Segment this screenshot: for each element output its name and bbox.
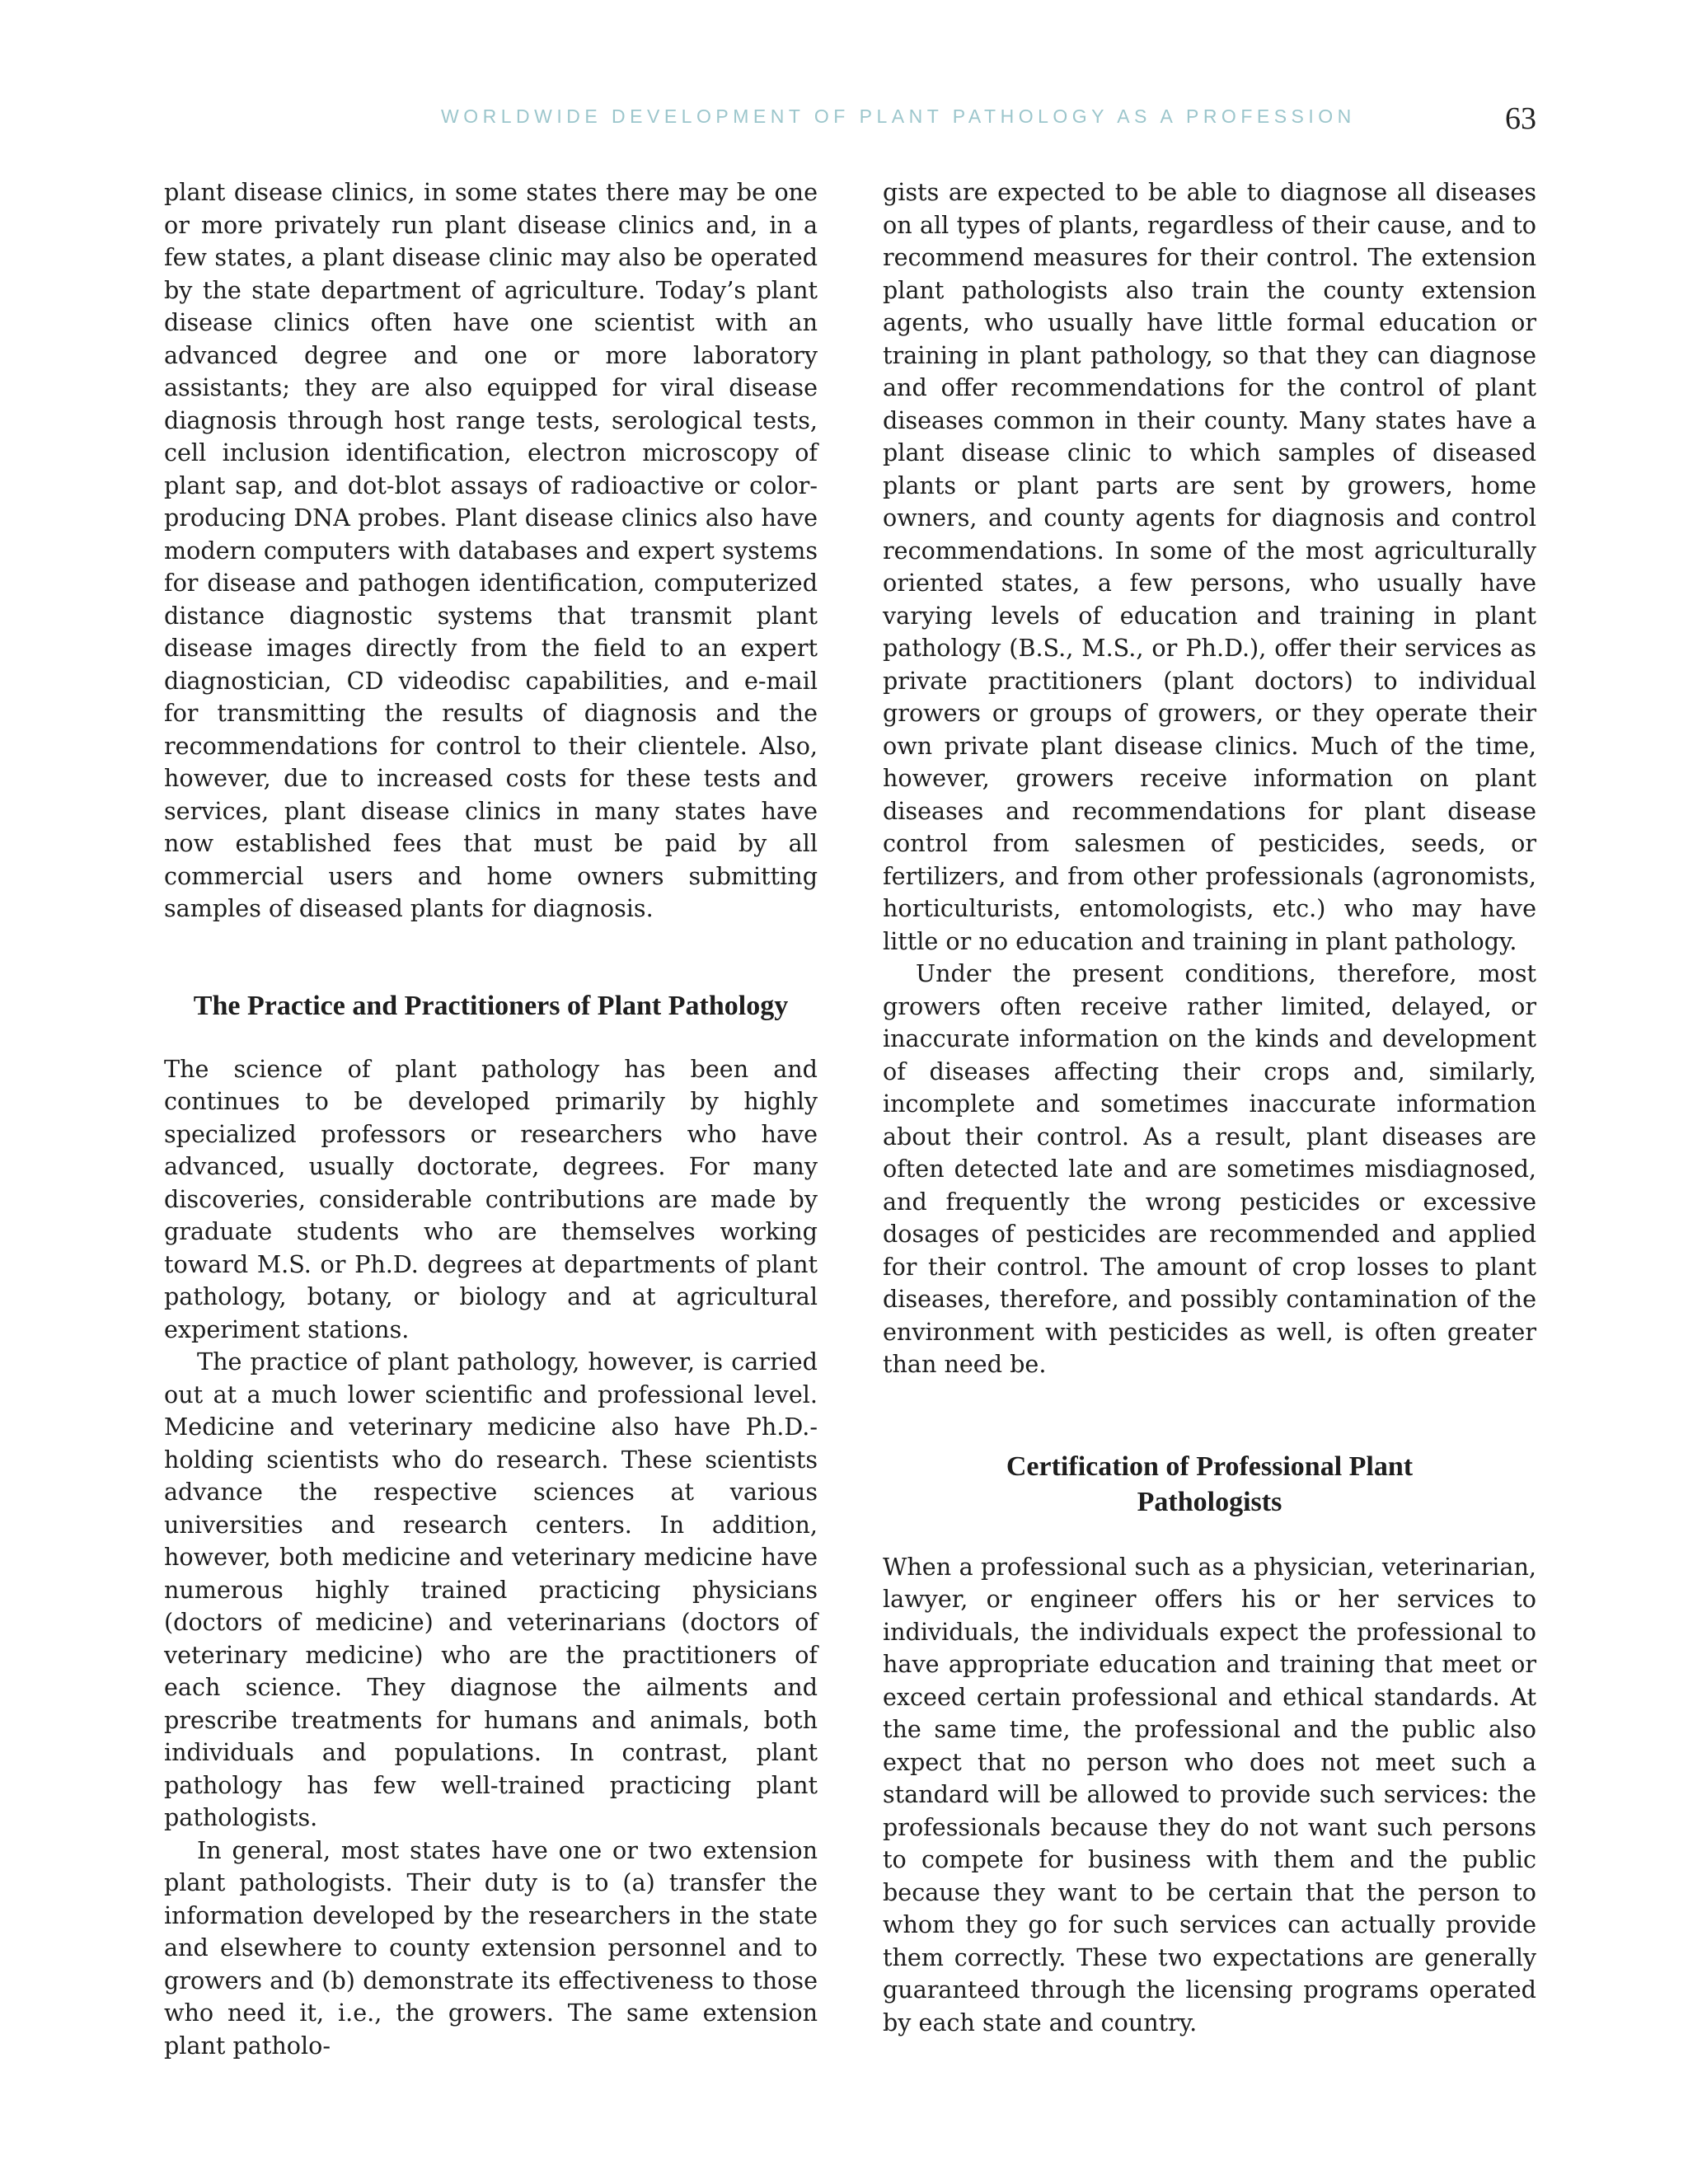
paragraph: In general, most states have one or two extension plant pathologists. Their duty is to (a) transfer the information developed by the researchers in the state and elsewhere to county extension personnel and to growers and (b) demonstrate its effectiveness to those who need it, i.e., the growers. The same extension plant patholo-	[164, 1835, 818, 2060]
paragraph: gists are expected to be able to diagnose all diseases on all types of plants, regardless of their cause, and to recommend measures for their control. The extension plant pathologists also train the county extension agents, who usually have little formal education or training in plant pathology, so that they can diagnose and offer recommendations for the control of plant diseases common in their county. Many states have a plant disease clinic to which samples of diseased plants or plant parts are sent by growers, home owners, and county agents for diagnosis and control recommendations. In some of the most agriculturally oriented states, a few persons, who usually have varying levels of education and training in plant pathology (B.S., M.S., or Ph.D.), offer their services as private practitioners (plant doctors) to individual growers or groups of growers, or they operate their own private plant disease clinics. Much of the time, however, growers receive information on plant diseases and recommendations for plant disease control from salesmen of pesticides, seeds, or fertilizers, and from other professionals (agronomists, horticulturists, entomologists, etc.) who may have little or no education and training in plant pathology.	[883, 178, 1536, 955]
left-column	[164, 176, 818, 2062]
paragraph: The science of plant pathology has been and continues to be developed primarily by highly specialized professors or researchers who have advanced, usually doctorate, degrees. For many discoveries, considerable contributions are made by graduate students who are themselves working toward M.S. or Ph.D. degrees at departments of plant pathology, botany, or biology and at agricultural experiment stations.	[164, 1054, 818, 1343]
paragraph: Under the present conditions, therefore, most growers often receive rather limited, delayed, or inaccurate information on the kinds and development of diseases affecting their crops and, similarly, incomplete and sometimes inaccurate information about their control. As a result, plant diseases are often detected late and are sometimes misdiagnosed, and frequently the wrong pesticides or excessive dosages of pesticides are recommended and applied for their control. The amount of crop losses to plant diseases, therefore, and possibly contamination of the environment with pesticides as well, is often greater than need be.	[883, 959, 1536, 1378]
section-heading-certification	[883, 1449, 1536, 1520]
section-heading-practice: The Practice and Practitioners of Plant Pathology	[193, 990, 789, 1021]
running-head: WORLDWIDE DEVELOPMENT OF PLANT PATHOLOGY AS A PROFESSION	[441, 105, 1356, 127]
paragraph: When a professional such as a physician, veterinarian, lawyer, or engineer offers his or her services to individuals, the individuals expect the professional to have appropriate education and training that meet or exceed certain professional and ethical standards. At the same time, the professional and the public also expect that no person who does not meet such a standard will be allowed to provide such services: the professionals because they do not want such persons to compete for business with them and the public because they want to be certain that the person to whom they go for such services can actually provide them correctly. These two expectations are generally guaranteed through the licensing programs operated by each state and country.	[883, 1552, 1536, 2036]
paragraph: The practice of plant pathology, however, is carried out at a much lower scientific and professional level. Medicine and veterinary medicine also have Ph.D.-holding scientists who do research. These scientists advance the respective sciences at various universities and research centers. In addition, however, both medicine and veterinary medicine have numerous highly trained practicing physicians (doctors of medicine) and veterinarians (doctors of veterinary medicine) who are the practitioners of each science. They diagnose the ailments and prescribe treatments for humans and animals, both individuals and populations. In contrast, plant pathology has few well-trained practicing plant pathologists.	[164, 1347, 818, 1831]
paragraph: plant disease clinics, in some states there may be one or more privately run plant disease clinics and, in a few states, a plant disease clinic may also be operated by the state department of agriculture. Today’s plant disease clinics often have one scientist with an advanced degree and one or more laboratory assistants; they are also equipped for viral disease diagnosis through host range tests, serological tests, cell inclusion identification, electron microscopy of plant sap, and dot-blot assays of radioactive or color-producing DNA probes. Plant disease clinics also have modern computers with databases and expert systems for disease and pathogen identification, computerized distance diagnostic systems that transmit plant disease images directly from the field to an expert diagnostician, CD videodisc capabilities, and e-mail for transmitting the results of diagnosis and the recommendations for control to their clientele. Also, however, due to increased costs for these tests and services, plant disease clinics in many states have now established fees that must be paid by all commercial users and home owners submitting samples of diseased plants for diagnosis.	[164, 178, 818, 922]
right-column	[883, 176, 1536, 2039]
page-number: 63	[1505, 101, 1536, 136]
heading-line: Pathologists	[1137, 1486, 1282, 1517]
heading-line: Certification of Professional Plant	[1006, 1451, 1414, 1482]
